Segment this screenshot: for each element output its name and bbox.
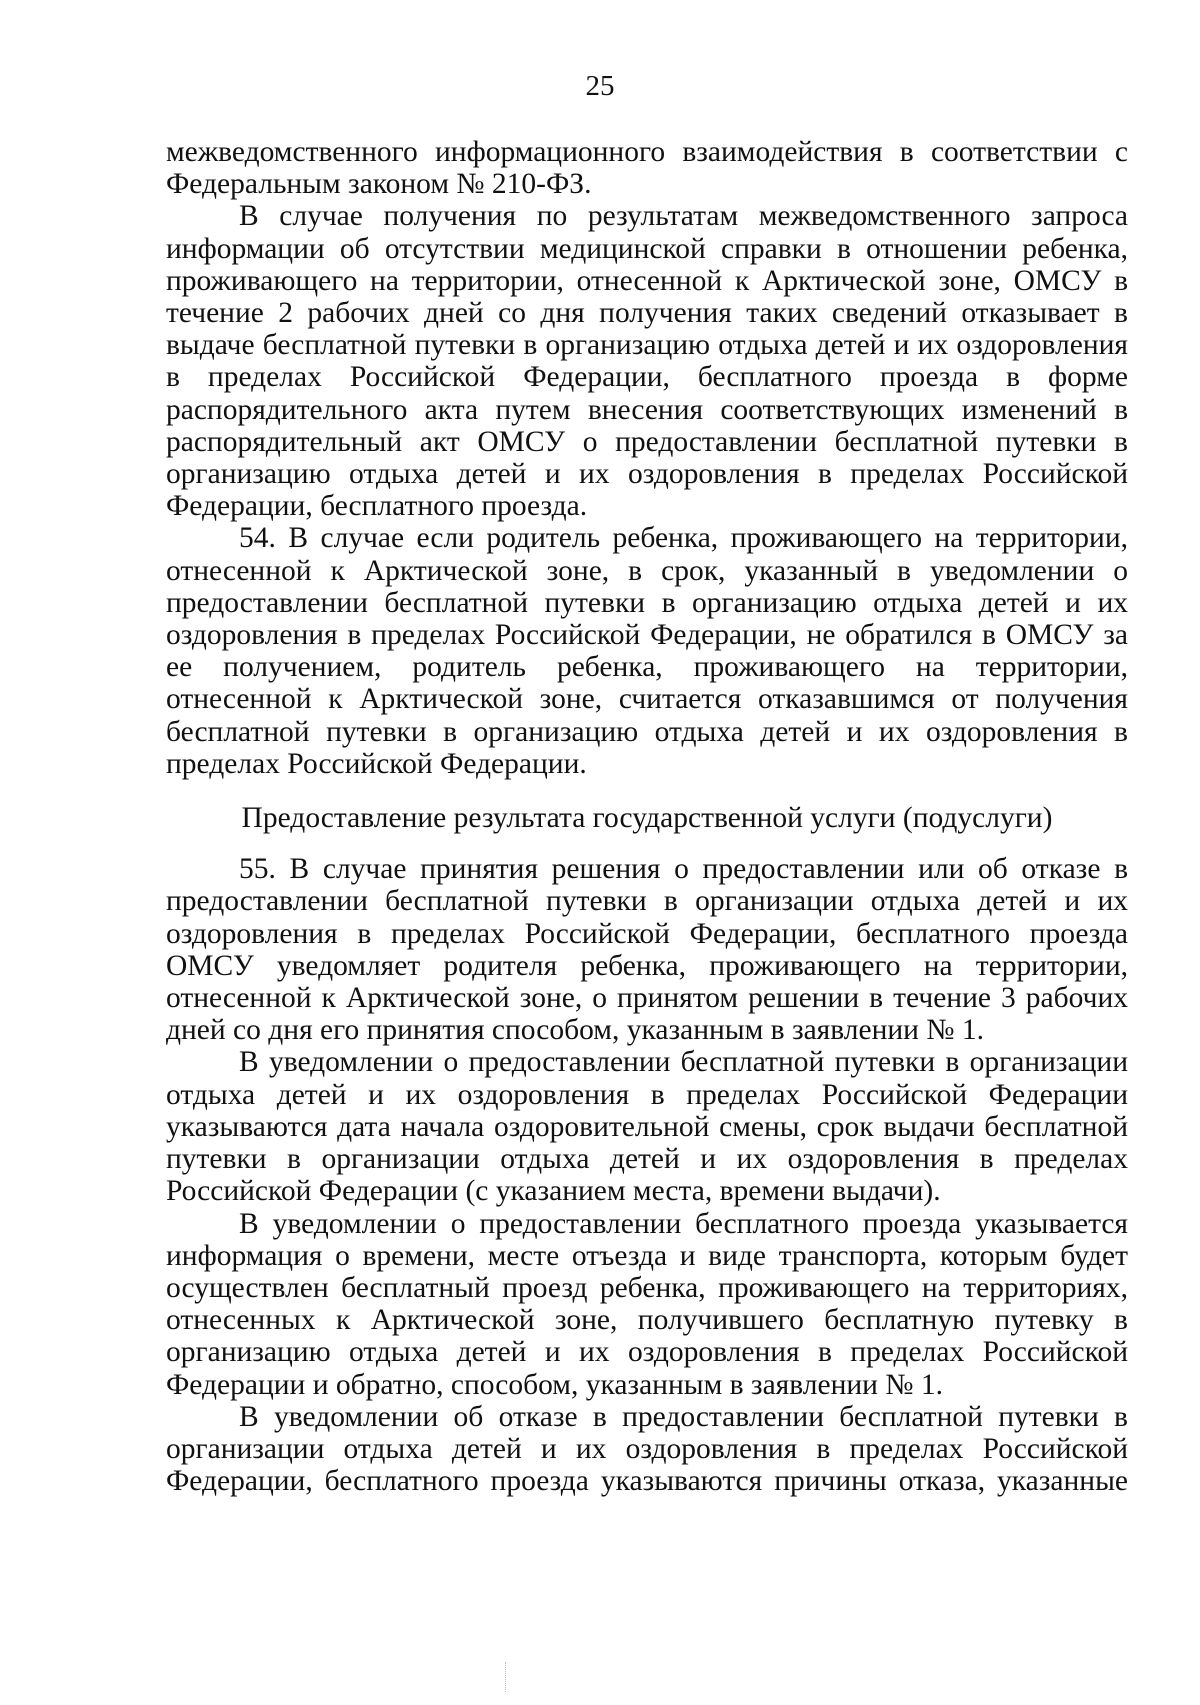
paragraph-travel-notification: В уведомлении о предоставлении бесплатного проезда указывается информация о времени, месте отъезда и виде транспорта, которым будет осуществлен бесплатный проезд ребенка, проживающего на территориях, отнесенных к Арктической зоне, получившего бесплатную путевку в организацию отдыха детей и их оздоровления в пределах Российской Федерации и обратно, способом, указанным в заявлении № 1.: [166, 1207, 1128, 1401]
document-body: [166, 136, 1128, 1497]
scan-artifact-line: [505, 1662, 507, 1692]
paragraph-refusal-medical-certificate: В случае получения по результатам межведомственного запроса информации об отсутствии медицинской справки в отношении ребенка, проживающего на территории, отнесенной к Арктической зоне, ОМСУ в течение 2 рабочих дней со дня получения таких сведений отказывает в выдаче бесплатной путевки в организацию отдыха детей и их оздоровления в пределах Российской Федерации, бесплатного проезда в форме распорядительного акта путем внесения соответствующих изменений в распорядительный акт ОМСУ о предоставлении бесплатной путевки в организацию отдыха детей и их оздоровления в пределах Российской Федерации, бесплатного проезда.: [166, 200, 1128, 523]
page-number: 25: [585, 70, 615, 102]
paragraph-item-54: 54. В случае если родитель ребенка, проживающего на территории, отнесенной к Арктической зоне, в срок, указанный в уведомлении о предоставлении бесплатной путевки в организацию отдыха детей и их оздоровления в пределах Российской Федерации, не обратился в ОМСУ за ее получением, родитель ребенка, проживающего на территории, отнесенной к Арктической зоне, считается отказавшимся от получения бесплатной путевки в организацию отдыха детей и их оздоровления в пределах Российской Федерации.: [166, 522, 1128, 780]
paragraph-item-55: 55. В случае принятия решения о предоставлении или об отказе в предоставлении бесплатной путевки в организации отдыха детей и их оздоровления в пределах Российской Федерации, бесплатного проезда ОМСУ уведомляет родителя ребенка, проживающего на территории, отнесенной к Арктической зоне, о принятом решении в течение 3 рабочих дней со дня его принятия способом, указанным в заявлении № 1.: [166, 853, 1128, 1047]
paragraph-voucher-notification: В уведомлении о предоставлении бесплатной путевки в организации отдыха детей и их оздоровления в пределах Российской Федерации указываются дата начала оздоровительной смены, срок выдачи бесплатной путевки в организации отдыха детей и их оздоровления в пределах Российской Федерации (с указанием места, времени выдачи).: [166, 1046, 1128, 1208]
section-heading: Предоставление результата государственной услуги (подуслуги): [241, 802, 1053, 835]
paragraph-refusal-notification: В уведомлении об отказе в предоставлении бесплатной путевки в организации отдыха детей и их оздоровления в пределах Российской Федерации, бесплатного проезда указываются причины отказа, указанные: [166, 1400, 1128, 1498]
paragraph-continuation: межведомственного информационного взаимодействия в соответствии с Федеральным законом № 210-ФЗ.: [166, 136, 1128, 201]
